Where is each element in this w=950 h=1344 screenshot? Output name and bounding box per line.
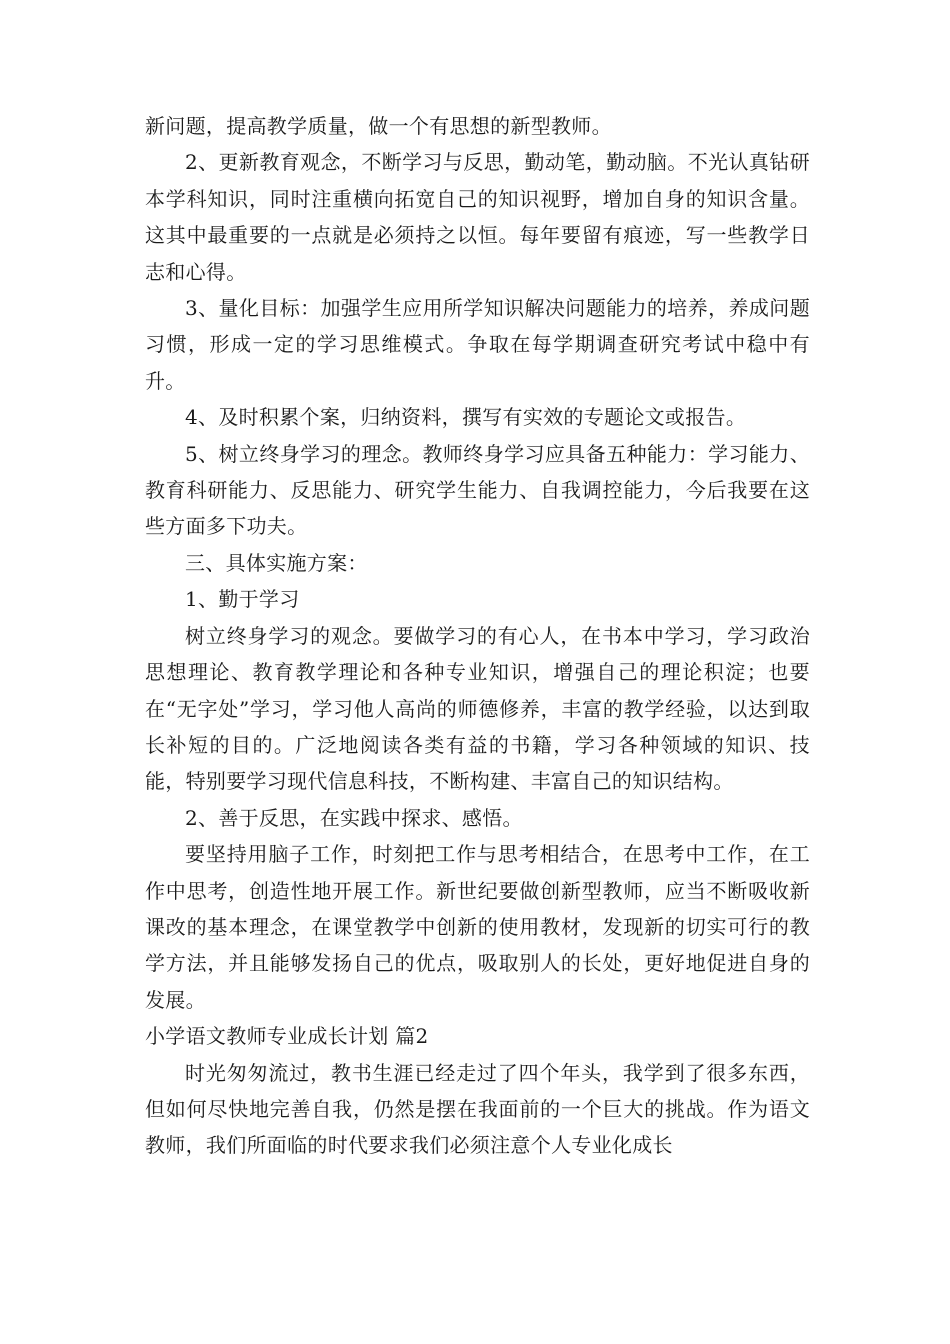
section-heading-implementation: 三、具体实施方案： [185, 550, 368, 575]
document-body [145, 108, 810, 1164]
subheading-diligent-study: 1、勤于学习 [185, 587, 300, 612]
paragraph-5: 5、树立终身学习的理念。教师终身学习应具备五种能力：学习能力、教育科研能力、反思能力、研究学生能力、自我调控能力，今后我要在这些方面多下功夫。 [145, 441, 810, 539]
subheading-reflection: 2、善于反思，在实践中探求、感悟。 [185, 805, 523, 830]
article-title-part-2: 小学语文教师专业成长计划 篇2 [145, 1024, 429, 1049]
paragraph-1: 新问题，提高教学质量，做一个有思想的新型教师。 [145, 114, 612, 138]
paragraph-part-2-intro: 时光匆匆流过，教书生涯已经走过了四个年头，我学到了很多东西，但如何尽快地完善自我，仍然是摆在我面前的一个巨大的挑战。作为语文教师，我们所面临的时代要求我们必须注意个人专业化成长 [145, 1060, 810, 1158]
paragraph-3: 3、量化目标：加强学生应用所学知识解决问题能力的培养，养成问题习惯，形成一定的学习思维模式。争取在每学期调查研究考试中稳中有升。 [145, 296, 810, 393]
paragraph-study: 树立终身学习的观念。要做学习的有心人，在书本中学习，学习政治思想理论、教育教学理论和各种专业知识，增强自己的理论积淀；也要在“无字处”学习，学习他人高尚的师德修养，丰富的教学经验，以达到取长补短的目的。广泛地阅读各类有益的书籍，学习各种领域的知识、技能，特别要学习现代信息科技，不断构建、丰富自己的知识结构。 [145, 623, 810, 794]
paragraph-reflection: 要坚持用脑子工作，时刻把工作与思考相结合，在思考中工作，在工作中思考，创造性地开展工作。新世纪要做创新型教师，应当不断吸收新课改的基本理念，在课堂教学中创新的使用教材，发现新的切实可行的教学方法，并且能够发扬自己的优点，吸取别人的长处，更好地促进自身的发展。 [145, 842, 810, 1012]
paragraph-2: 2、更新教育观念，不断学习与反思，勤动笔，勤动脑。不光认真钻研本学科知识，同时注重横向拓宽自己的知识视野，增加自身的知识含量。这其中最重要的一点就是必须持之以恒。每年要留有痕迹，写一些教学日志和心得。 [145, 150, 810, 284]
paragraph-4: 4、及时积累个案，归纳资料，撰写有实效的专题论文或报告。 [185, 405, 747, 430]
